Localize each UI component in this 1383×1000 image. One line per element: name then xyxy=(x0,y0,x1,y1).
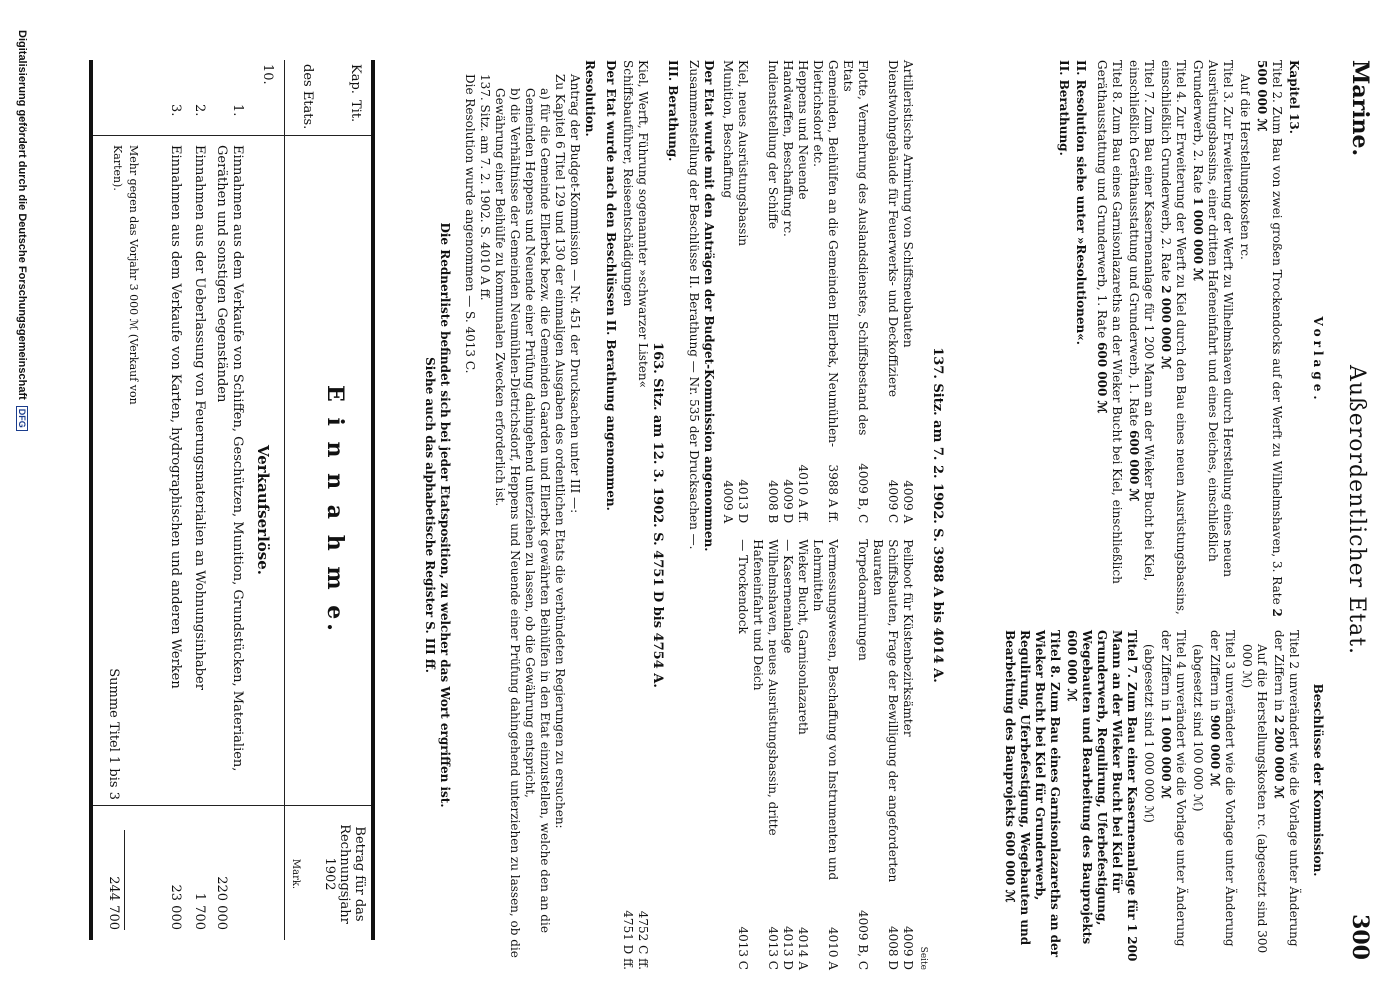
dfg-logo: DFG xyxy=(16,406,28,431)
column-header-beschluesse: Beschlüsse der Kommission. xyxy=(1311,683,1325,877)
ii-zusammenstellung: Zusammenstellung der Beschlüsse II. Berathung — Nr. 535 der Drucksachen —. xyxy=(687,60,701,550)
beschluesse-column xyxy=(1000,630,1301,970)
resolution-antrag: Antrag der Budget-Kommission — Nr. 451 der Drucksachen unter III —: xyxy=(568,74,582,514)
ref-right-page: 4009 B, C xyxy=(856,910,870,970)
resolution-point-a: a) für die Gemeinde Ellerbek bezw. die Gemeinden Gaarden und Ellerbek gewährten Beihülfen in den Etat einzustellen, welche den an die Gemeinden Heppens und Neuende einer Prüfung dahingehend unterziehen zu lassen, ob die Gewährung entspricht, xyxy=(523,88,552,933)
col-header-etats: des Etats. xyxy=(300,64,315,130)
ii-beratung-block xyxy=(422,60,945,970)
resolution-heading: Resolution. xyxy=(583,60,597,137)
ii-ref-row xyxy=(870,60,900,970)
resolution-intro: Zu Kapitel 6 Titel 129 und 130 der einmaligen Ausgaben des ordentlichen Etats die verbündeten Regierungen zu ersuchen: xyxy=(553,74,567,829)
ref-right-text: Vermessungswesen, Beschaffung von Instrumenten und Lehrmitteln xyxy=(811,539,840,881)
table-header-rule xyxy=(284,60,285,940)
col-header-kap: Kap. xyxy=(348,64,363,94)
ii-ref-row xyxy=(900,60,915,970)
iii-ref-2-text: Schiffsbauführer, Reiseentschädigungen xyxy=(621,60,635,307)
ref-right-page: 4010 A xyxy=(826,926,840,970)
ref-right-text: — Trockendock xyxy=(736,539,750,634)
ref-right-page: 4013 C xyxy=(736,926,750,970)
ref-left-page: 4010 A ff. xyxy=(796,464,810,524)
beschluss-titel-3: Titel 3 unverändert wie die Vorlage unter Änderung der Ziffern in 900 000 ℳ xyxy=(1208,630,1237,947)
ref-right-text: Wieker Bucht, Garnisonlazareth xyxy=(796,539,810,735)
table-col-rule-1 xyxy=(93,135,371,136)
ref-right-text xyxy=(720,523,735,910)
ref-left-page: 4009 C xyxy=(886,479,900,524)
ref-right-page: 4013 C xyxy=(766,926,780,970)
ii-ref-row xyxy=(795,60,810,970)
table-top-rule xyxy=(371,60,375,940)
ref-right-text: — Kasernenanlage xyxy=(781,539,795,654)
row-text: Einnahmen aus dem Verkaufe von Schiffen, Geschützen, Munition, Grundstücken, Materialien, Geräthen und sonstigen Gegenständen xyxy=(214,145,245,772)
ref-left-page: 4009 D xyxy=(781,479,795,524)
ref-left-text: Indienststellung der Schiffe xyxy=(766,60,780,229)
row-tit: 3. xyxy=(168,104,183,117)
row-amount: 23 000 xyxy=(168,884,183,930)
ref-left-text: Kiel, neues Ausrüstungsbassin xyxy=(736,60,750,247)
row-text: Einnahmen aus dem Verkaufe von Karten, hydrographischen und anderen Werken xyxy=(168,145,183,689)
digitization-credit xyxy=(16,30,28,970)
vorlage-titel-4: Titel 4. Zur Erweiterung der Werft zu Kiel durch den Bau eines neuen Ausrüstungsbassins, einschließlich Grunderwerb, 2. Rate 2 000 000 ℳ xyxy=(1159,60,1188,615)
ii-ref-row xyxy=(840,60,870,970)
vorlage-titel-7: Titel 7. Zum Bau einer Kasernenanlage für 1 200 Mann an der Wieker Bucht bei Kiel, einschließlich Geräthausstattung und Grunderwerb, 1. Rate 600 000 ℳ xyxy=(1127,60,1156,582)
iii-ref-1-text: Kiel, Werft, Führung sogenannter »schwarzer Listen« xyxy=(636,60,650,388)
row-tit: 1. xyxy=(230,104,245,117)
ref-left-text: Handwaffen, Beschaffung rc. xyxy=(781,60,795,237)
kap-value: 10. xyxy=(260,64,275,85)
iii-result: Der Etat wurde nach den Beschlüssen II. Berathung angenommen. xyxy=(604,60,618,511)
ii-ref-row xyxy=(720,60,735,970)
ref-right-text: Wilhelmshaven, neues Ausrüstungsbassin, dritte Hafeneinfahrt und Deich xyxy=(751,539,780,836)
ref-left-page: 3988 A ff. xyxy=(826,464,840,524)
vorlage-titel-2-note: Auf die Herstellungskosten rc. xyxy=(1238,74,1252,260)
beschluss-titel-4-note: (abgesetzt sind 1 000 000 ℳ) xyxy=(1142,644,1156,823)
vorlage-titel-3: Titel 3. Zur Erweiterung der Werft zu Wilhelmshaven durch Herstellung eines neuen Ausrüstungsbassins, einer dritten Hafeneinfahrt und eines Deiches, einschließlich Grunderwerb, 2. Rate 1 000 000 ℳ xyxy=(1191,60,1235,577)
ref-left-page: 4008 B xyxy=(766,480,780,524)
ref-left-page: 4013 D xyxy=(736,479,750,524)
seite-label: Seite xyxy=(918,946,928,970)
ref-left-page: 4009 A xyxy=(901,480,915,524)
beschluss-titel-2-note: Auf die Herstellungskosten rc. (abgesetzt sind 300 000 ℳ) xyxy=(1240,644,1269,954)
resolution-result: Die Resolution wurde angenommen — S. 4013 C. xyxy=(463,74,477,374)
row-amount: 220 000 xyxy=(214,876,229,930)
ii-ref-row xyxy=(810,60,840,970)
resolution-point-b: b) die Verhältnisse der Gemeinden Neumühlen-Dietrichsdorf, Heppens und Neuende einer Prüfung dahingehend unterziehen zu lassen, ob die Gewährung einer Beihülfe zu kommunalen Zwecken erforderlich ist. xyxy=(493,88,522,958)
credit-text: Digitalisierung gefördert durch die Deutsche Forschungsgemeinschaft xyxy=(16,30,28,400)
ref-right-page: 4008 D xyxy=(886,926,900,970)
ref-left-text: Artilleristische Armirung von Schiffsneubauten xyxy=(901,60,915,348)
beschluss-titel-2: Titel 2 unverändert wie die Vorlage unter Änderung der Ziffern in 2 200 000 ℳ xyxy=(1272,630,1301,947)
summe-amount: 244 700 xyxy=(106,876,121,930)
iii-ref-2-page: 4751 D ff. xyxy=(621,910,635,970)
iii-beratung-heading: III. Berathung. xyxy=(666,60,680,162)
header-section-title: Marine. xyxy=(1347,60,1373,157)
ii-sitzung: 137. Sitz. am 7. 2. 1902. S. 3988 A bis 4014 A. xyxy=(930,347,945,683)
ii-ref-row xyxy=(735,60,750,970)
section-verkaufserloese: Verkaufserlöse. xyxy=(254,445,272,575)
ii-result: Der Etat wurde mit den Anträgen der Budget-Kommission angenommen. xyxy=(702,60,716,552)
vorlage-titel-8: Titel 8. Zum Bau eines Garnisonlazareths an der Wieker Bucht bei Kiel, einschließlich Geräthausstattung und Grunderwerb, 1. Rate 600 000 ℳ xyxy=(1095,60,1124,584)
summe-label: Summe Titel 1 bis 3 xyxy=(106,668,121,800)
col-header-tit: Tit. xyxy=(348,100,363,123)
ref-right-text: Schiffsbauten, Frage der Bewilligung der angeforderten Bauraten xyxy=(871,539,900,883)
resolution-sitzung: 137. Sitz. am 7. 2. 1902. S. 4010 A ff. xyxy=(478,74,492,301)
ref-right-text: Peilboot für Küstenbezirksämter xyxy=(901,539,915,737)
ref-left-text: Munition, Beschaffung xyxy=(721,60,735,199)
ref-left-text: Gemeinden, Beihülfen an die Gemeinden Ellerbek, Neumühlen-Dietrichsdorf etc. xyxy=(811,60,840,448)
vorlage-column xyxy=(1054,60,1301,620)
mehr-note: Mehr gegen das Vorjahr 3 000 ℳ (Verkauf von Karten). xyxy=(111,145,140,405)
ref-right-text: Torpedoarmirungen xyxy=(856,539,870,661)
ii-ref-row xyxy=(750,60,780,970)
kapitel-heading: Kapitel 13. xyxy=(1287,60,1301,134)
row-tit: 2. xyxy=(192,104,207,117)
summe-rule xyxy=(124,830,125,930)
ii-resolution-note: II. Resolution siehe unter »Resolutionen«. xyxy=(1074,60,1088,345)
column-header-vorlage: Vorlage. xyxy=(1311,316,1325,404)
iii-sitzung: 163. Sitz. am 12. 3. 1902. S. 4751 D bis 4754 A. xyxy=(650,342,665,688)
rednerliste-note: Die Rednerliste befindet sich bei jeder Etatsposition, zu welcher das Wort ergriffen ist. xyxy=(438,222,452,808)
ref-left-page: 4009 B, C xyxy=(856,463,870,524)
beschluss-titel-7: Titel 7. Zum Bau einer Kasernenanlage für 1 200 Mann an der Wieker Bucht bei Kiel für Grunderwerb, Regulirung, Uferbefestigung, Wegebauten und Bearbeitung des Bauprojekts 600 000 ℳ xyxy=(1065,630,1139,962)
register-note: Siehe auch das alphabetische Register S. III ff. xyxy=(423,357,437,673)
ref-right-page: 4014 A xyxy=(796,926,810,970)
ref-left-text: Flotte, Vermehrung des Auslandsdienstes, Schiffsbestand des Etats xyxy=(841,60,870,436)
ref-right-page: 4013 D xyxy=(781,926,795,970)
ref-right-page xyxy=(720,910,735,970)
row-text: Einnahmen aus der Ueberlassung von Feuerungsmaterialien an Wohnungsinhaber xyxy=(192,145,207,690)
col-header-mark: Mark. xyxy=(290,858,301,890)
beschluss-titel-3-note: (abgesetzt sind 100 000 ℳ) xyxy=(1191,644,1205,812)
beschluss-titel-4: Titel 4 unverändert wie die Vorlage unter Änderung der Ziffern in 1 000 000 ℳ xyxy=(1159,630,1188,947)
table-title: E i n n a h m e. xyxy=(322,385,348,635)
table-bottom-rule xyxy=(89,60,93,940)
ii-reference-index xyxy=(720,60,915,970)
table-col-rule-2 xyxy=(93,805,371,806)
ii-beratung-heading: II. Berathung. xyxy=(1057,60,1071,156)
header-etat-title: Außerordentlicher Etat. xyxy=(1344,364,1369,656)
iii-reference-index xyxy=(620,60,650,970)
page-number: 300 xyxy=(1347,914,1373,960)
ref-left-text: Dienstwohngebäude für Feuerwerks- und Deckoffiziere xyxy=(886,60,900,397)
ref-right-page: 4009 D xyxy=(901,926,915,970)
beschluss-titel-8: Titel 8. Zum Bau eines Garnisonlazareths an der Wieker Bucht bei Kiel für Grunderwerb, Regulirung, Uferbefestigung, Wegebauten und Bearbeitung des Bauprojekts 600 000 ℳ xyxy=(1003,630,1062,957)
ii-ref-row xyxy=(780,60,795,970)
ref-left-page: 4009 A xyxy=(721,480,735,524)
vorlage-titel-2: Titel 2. Zum Bau von zwei großen Trockendocks auf der Werft zu Wilhelmshaven, 3. Rate 2 500 000 ℳ xyxy=(1255,60,1284,617)
ref-left-text: Heppens und Neuende xyxy=(796,60,810,200)
col-header-betrag: Betrag für das Rechnungsjahr 1902 xyxy=(322,824,367,924)
iii-ref-1-page: 4752 C ff. xyxy=(636,910,650,970)
row-amount: 1 700 xyxy=(192,892,207,930)
